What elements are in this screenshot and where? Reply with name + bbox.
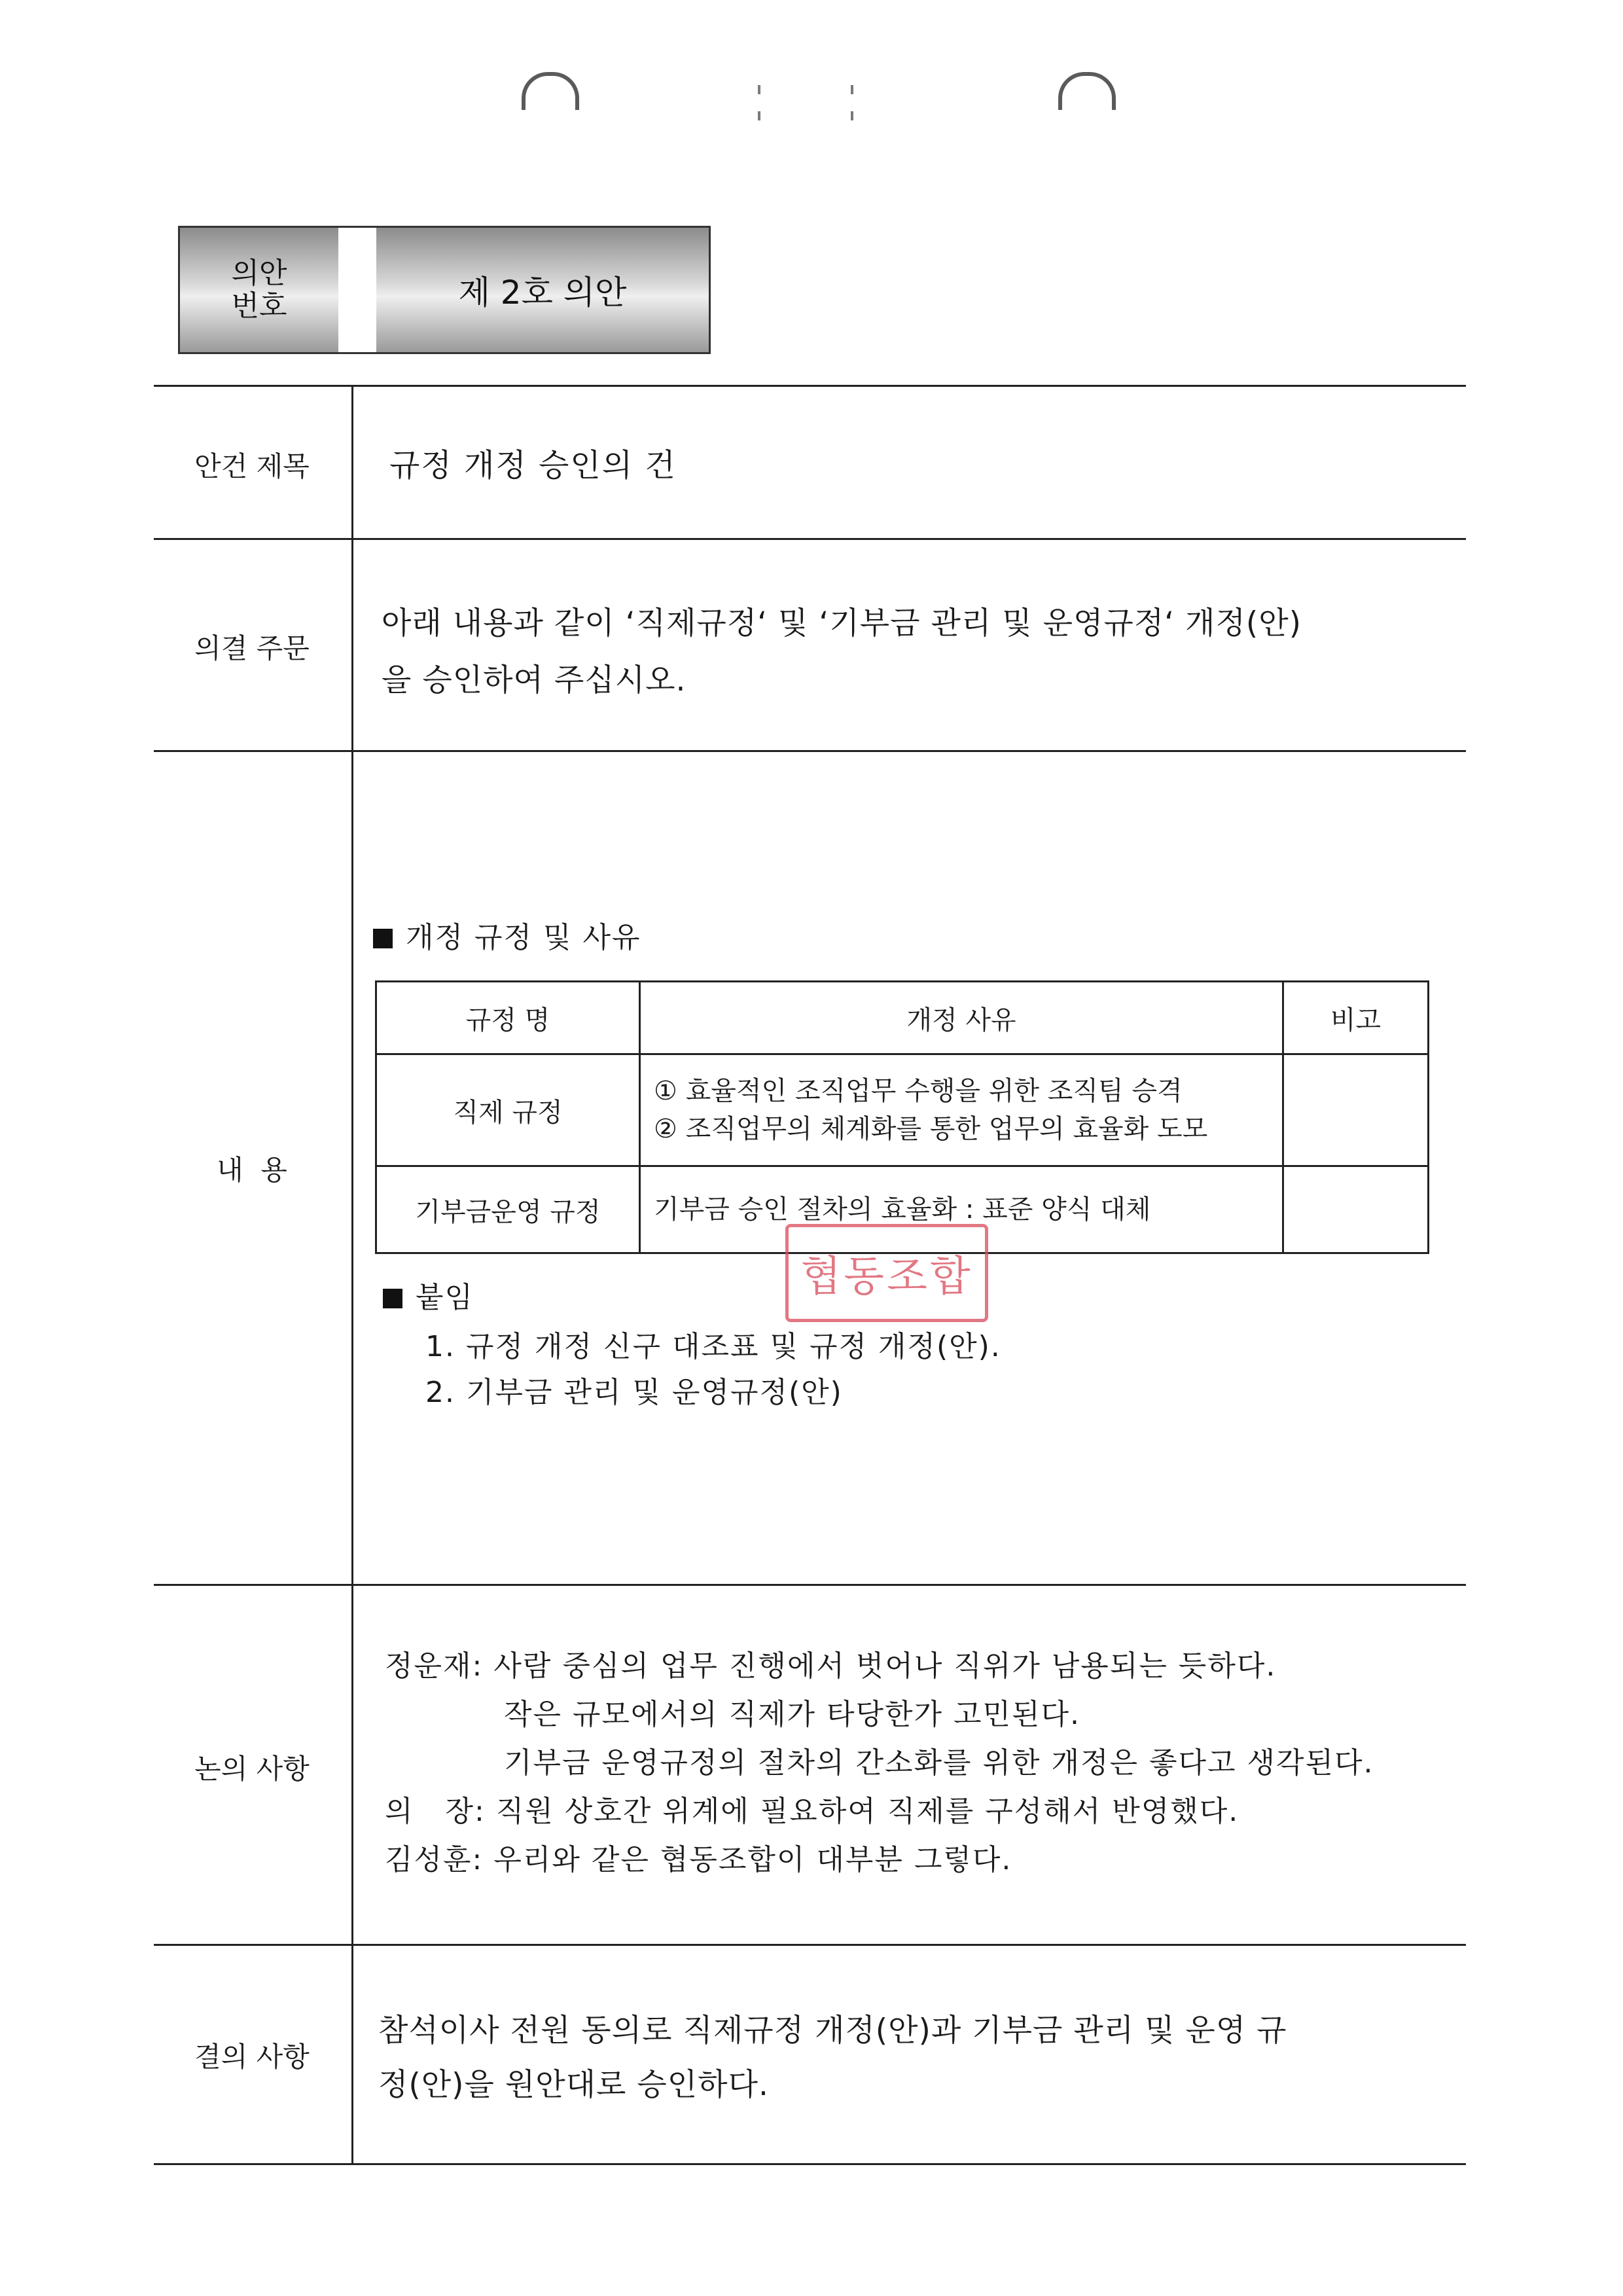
reason-cell: [640, 1054, 1283, 1166]
title-label: 안건 제목: [194, 450, 310, 482]
agenda-number-value: 제 2호 의안: [376, 228, 709, 352]
row-divider: [154, 1584, 1466, 1586]
section-title-text: 개정 규정 및 사유: [406, 921, 641, 954]
resolution-label: 결의 사항: [194, 2041, 310, 2073]
reason-line: ① 효율적인 조직업무 수행을 위한 조직팀 승격: [654, 1076, 1183, 1106]
reason-line: ② 조직업무의 체계화를 통한 업무의 효율화 도모: [654, 1114, 1208, 1144]
resolution-line-1: 참석이사 전원 동의로 직제규정 개정(안)과 기부금 관리 및 운영 규: [378, 2013, 1287, 2049]
discussion-line: 작은 규모에서의 직제가 타당한가 고민된다.: [504, 1698, 1081, 1731]
table-row: [376, 1054, 1429, 1166]
discussion-label: 논의 사항: [194, 1753, 310, 1785]
table-header-row: [376, 982, 1429, 1054]
content-label: 내 용: [217, 1154, 287, 1186]
order-line-1: 아래 내용과 같이 ‘직제규정‘ 및 ‘기부금 관리 및 운영규정‘ 개정(안): [382, 605, 1302, 641]
table-header-cell: 개정 사유: [640, 982, 1283, 1054]
order-label: 의결 주문: [194, 632, 310, 664]
regulation-name-cell: 기부금운영 규정: [376, 1166, 640, 1253]
title-value: 규정 개정 승인의 건: [389, 447, 677, 484]
scan-mark: [851, 111, 853, 120]
row-divider: [154, 750, 1466, 752]
resolution-line-2: 정(안)을 원안대로 승인하다.: [378, 2067, 769, 2103]
punch-hole-right: [1058, 72, 1116, 110]
form-bottom-border: [154, 2163, 1466, 2165]
row-divider: [154, 538, 1466, 540]
scan-mark: [851, 85, 853, 94]
revision-table: [375, 980, 1429, 1254]
label-column-divider: [351, 385, 353, 2165]
note-cell: [1283, 1054, 1429, 1166]
discussion-line: 정운재: 사람 중심의 업무 진행에서 벗어나 직위가 남용되는 듯하다.: [385, 1649, 1277, 1683]
table-header-cell: 규정 명: [376, 982, 640, 1054]
table-header-cell: 비고: [1283, 982, 1429, 1054]
scan-mark: [758, 85, 760, 94]
order-line-2: 을 승인하여 주십시오.: [382, 662, 687, 698]
agenda-number-box: [178, 226, 711, 354]
attachment-item: 1. 규정 개정 신구 대조표 및 규정 개정(안).: [425, 1330, 1001, 1363]
row-divider: [154, 1944, 1466, 1946]
official-seal-stamp: 협동조합: [785, 1224, 988, 1322]
punch-hole-left: [522, 72, 579, 110]
agenda-number-label: 의안 번호: [180, 228, 338, 352]
discussion-line: 기부금 운영규정의 절차의 간소화를 위한 개정은 좋다고 생각된다.: [504, 1746, 1374, 1780]
square-bullet-icon: [373, 929, 393, 948]
discussion-line: 의 장: 직원 상호간 위계에 필요하여 직제를 구성해서 반영했다.: [385, 1795, 1240, 1828]
header-separator: [338, 228, 376, 352]
form-top-border: [154, 385, 1466, 387]
section-title: [373, 913, 641, 963]
regulation-name-cell: 직제 규정: [376, 1054, 640, 1166]
reason-line: 기부금 승인 절차의 효율화 : 표준 양식 대체: [654, 1194, 1151, 1225]
attachment-title: [383, 1273, 474, 1323]
note-cell: [1283, 1166, 1429, 1253]
square-bullet-icon: [383, 1289, 402, 1308]
scan-mark: [758, 111, 760, 120]
discussion-line: 김성훈: 우리와 같은 협동조합이 대부분 그렇다.: [385, 1843, 1012, 1876]
attachment-item: 2. 기부금 관리 및 운영규정(안): [425, 1376, 843, 1409]
attachment-title-text: 붙임: [416, 1281, 474, 1314]
